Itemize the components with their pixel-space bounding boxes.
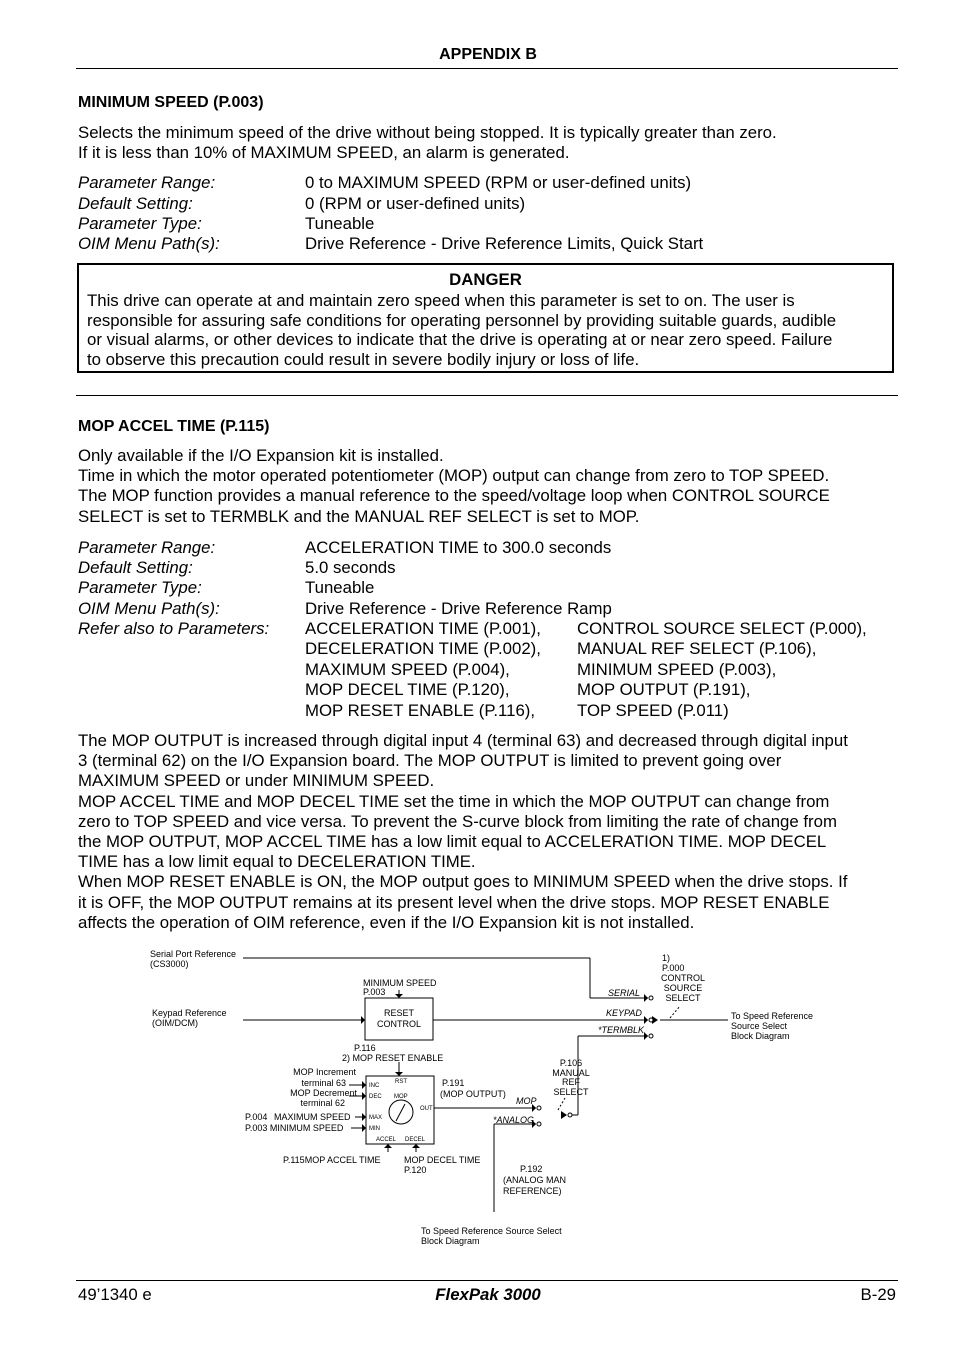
refer-item: MINIMUM SPEED (P.003),: [577, 660, 777, 679]
arrow-icon: [412, 1144, 420, 1148]
p192-label: P.192: [520, 1164, 543, 1174]
p116-label: P.116: [354, 1043, 376, 1053]
mop-dec-label: terminal 62: [300, 1098, 345, 1108]
footer-page-number: B-29: [860, 1285, 896, 1304]
to-speed-ref-bottom-label: To Speed Reference Source Select: [421, 1226, 562, 1236]
refer-item: MOP DECEL TIME (P.120),: [305, 680, 510, 699]
termblk-switch-label: *TERMBLK: [598, 1025, 645, 1035]
keypad-ref-label: (OIM/DCM): [152, 1018, 198, 1028]
param-label: Parameter Type:: [78, 214, 202, 233]
refer-item: ACCELERATION TIME (P.001),: [305, 619, 541, 638]
p000-label: CONTROL: [660, 973, 706, 983]
refer-item: CONTROL SOURCE SELECT (P.000),: [577, 619, 867, 638]
mop-inc-pin: INC: [369, 1083, 380, 1089]
section-title-minimum-speed: MINIMUM SPEED (P.003): [78, 94, 264, 111]
param-label: OIM Menu Path(s):: [78, 234, 220, 253]
p106-label: SELECT: [553, 1087, 589, 1097]
mop-max-pin: MAX: [369, 1115, 383, 1121]
p106-label: REF: [562, 1077, 580, 1087]
mop-accel-pin: ACCEL: [376, 1137, 397, 1143]
mop-dial-pointer: [396, 1104, 405, 1121]
footer-doc-number: 49’1340 e: [78, 1285, 152, 1304]
mop-dec-label: MOP Decrement: [290, 1088, 357, 1098]
param-value: Drive Reference - Drive Reference Ramp: [305, 599, 612, 618]
section-description: Only available if the I/O Expansion kit is installed. Time in which the motor operated potentiometer (MOP) output can change from zero to TOP SPEED. The MOP function provides a manual reference to the speed/voltage loop when CONTROL SOURCE SELECT is set to TERMBLK and the MANUAL REF SELECT is set to MOP.: [78, 446, 830, 526]
footer-product-name: FlexPak 3000: [435, 1285, 541, 1304]
p000-label: 1): [662, 953, 671, 963]
mop-decel-pin: DECEL: [405, 1137, 426, 1143]
serial-ref-label: Serial Port Reference: [150, 949, 237, 959]
switch-contact-icon: [537, 1122, 541, 1126]
page-header-title: APPENDIX B: [439, 46, 537, 63]
body-text: The MOP OUTPUT is increased through digital input 4 (terminal 63) and decreased through digital input 3 (terminal 62) on the I/O Expansion board. The MOP OUTPUT is limited to prevent going over MAXIMUM SPEED or under MINIMUM SPEED. MOP ACCEL TIME and MOP DECEL TIME set the time in which the MOP OUTPUT can change from zero to TOP SPEED and vice versa. To prevent the S-curve block from limiting the rate of change from the MOP OUTPUT, MOP ACCEL TIME has a low limit equal to ACCELERATION TIME. MOP DECEL TIME has a low limit equal to DECELERATION TIME. When MOP RESET ENABLE is ON, the MOP output goes to MINIMUM SPEED when the drive stops. If it is OFF, the MOP OUTPUT remains at its present level when the drive stops. MOP RESET ENABLE affects the operation of OIM reference, even if the I/O Expansion kit is not installed.: [78, 731, 848, 932]
refer-item: TOP SPEED (P.011): [577, 701, 729, 720]
arrow-icon: [644, 1032, 648, 1040]
p106-label: P.106: [559, 1058, 583, 1068]
serial-switch-label: SERIAL: [608, 988, 641, 998]
mop-dec-pin: DEC: [369, 1094, 382, 1100]
refer-item: DECELERATION TIME (P.002),: [305, 639, 541, 658]
p192-label: REFERENCE): [503, 1186, 562, 1196]
analog-switch-label: *ANALOG: [493, 1115, 535, 1125]
switch-contact-icon: [537, 1106, 541, 1110]
mop-inc-label: MOP Increment: [293, 1067, 356, 1077]
param-label: Parameter Range:: [78, 538, 216, 557]
min-speed-label: P.003: [363, 987, 386, 997]
switch-blade: [670, 1006, 680, 1018]
switch-contact-icon: [649, 1034, 653, 1038]
arrow-icon: [384, 1144, 392, 1148]
max-speed-label: MAXIMUM SPEED: [274, 1112, 351, 1122]
p120-label: P.120: [404, 1165, 427, 1175]
arrow-icon: [362, 1124, 366, 1132]
mop-switch-label: MOP: [516, 1096, 537, 1106]
reset-control-label: CONTROL: [376, 1019, 422, 1029]
refer-item: MAXIMUM SPEED (P.004),: [305, 660, 510, 679]
param-value: 5.0 seconds: [305, 558, 396, 577]
refer-label: Refer also to Parameters:: [78, 619, 270, 638]
mop-rst-pin: RST: [395, 1079, 407, 1085]
refer-item: MOP OUTPUT (P.191),: [577, 680, 751, 699]
p003-min-label: P.003 MINIMUM SPEED: [245, 1123, 344, 1133]
p191-label: (MOP OUTPUT): [440, 1089, 506, 1099]
manual-ref-switch-blade: [558, 1098, 565, 1110]
switch-contact-icon: [649, 996, 653, 1000]
param-value: Tuneable: [305, 214, 375, 233]
param-label: Default Setting:: [78, 558, 193, 577]
param-value: ACCELERATION TIME to 300.0 seconds: [305, 538, 612, 557]
switch-contact-icon: [649, 1018, 653, 1022]
reset-control-label: RESET: [383, 1008, 415, 1018]
p192-label: (ANALOG MAN: [503, 1175, 567, 1185]
arrow-icon: [395, 994, 403, 998]
arrow-icon: [644, 994, 648, 1002]
param-label: Default Setting:: [78, 194, 193, 213]
keypad-ref-label: Keypad Reference: [152, 1008, 227, 1018]
to-speed-ref-label: Source Select: [731, 1021, 788, 1031]
switch-contact-icon: [568, 1113, 572, 1117]
p000-label: SELECT: [665, 993, 701, 1003]
mop-inc-label: terminal 63: [301, 1078, 346, 1088]
p004-label: P.004: [245, 1112, 268, 1122]
arrow-icon: [362, 1113, 366, 1121]
arrow-icon: [362, 1081, 366, 1089]
arrow-icon: [395, 1072, 403, 1076]
param-label: Parameter Type:: [78, 578, 202, 597]
footer-rule: [76, 1280, 898, 1281]
p191-label: P.191: [442, 1078, 465, 1088]
mop-out-pin: OUT: [420, 1106, 433, 1112]
mop-label: MOP: [394, 1094, 408, 1100]
refer-item: MANUAL REF SELECT (P.106),: [577, 639, 817, 658]
to-speed-ref-label: Block Diagram: [731, 1031, 790, 1041]
serial-ref-label: (CS3000): [150, 959, 189, 969]
arrow-icon: [361, 1016, 365, 1024]
param-value: 0 to MAXIMUM SPEED (RPM or user-defined units): [305, 173, 692, 192]
arrow-icon: [644, 1016, 648, 1024]
danger-title: DANGER: [449, 270, 522, 289]
p116-label: 2) MOP RESET ENABLE: [342, 1053, 444, 1063]
p000-label: SOURCE: [663, 983, 703, 993]
min-speed-label: MINIMUM SPEED: [363, 978, 437, 988]
param-value: Tuneable: [305, 578, 375, 597]
param-label: Parameter Range:: [78, 173, 216, 192]
arrow-icon: [362, 1092, 366, 1100]
refer-item: MOP RESET ENABLE (P.116),: [305, 701, 536, 720]
to-speed-ref-label: To Speed Reference: [731, 1011, 814, 1021]
danger-text: This drive can operate at and maintain zero speed when this parameter is set to on. The user is responsible for assuring safe conditions for operating personnel by providing suitable guards, audible or visual alarms, or other devices to indicate that the drive is operating at or near zero speed. Failure to observe this precaution could result in severe bodily injury or loss of life.: [87, 291, 837, 369]
mop-min-pin: MIN: [369, 1126, 380, 1132]
section-title-mop-accel-time: MOP ACCEL TIME (P.115): [78, 418, 270, 435]
keypad-switch-label: KEYPAD: [606, 1008, 642, 1018]
p115-label: P.115MOP ACCEL TIME: [283, 1155, 381, 1165]
section-description: Selects the minimum speed of the drive without being stopped. It is typically greater than zero. If it is less than 10% of MAXIMUM SPEED, an alarm is generated.: [78, 123, 777, 163]
p106-label: MANUAL: [552, 1068, 590, 1078]
param-value: Drive Reference - Drive Reference Limits, Quick Start: [305, 234, 704, 253]
p000-label: P.000: [662, 963, 685, 973]
param-value: 0 (RPM or user-defined units): [305, 194, 526, 213]
p120-label: MOP DECEL TIME: [404, 1155, 481, 1165]
to-speed-ref-bottom-label: Block Diagram: [421, 1236, 480, 1246]
param-label: OIM Menu Path(s):: [78, 599, 220, 618]
switch-arrow-icon: [561, 1111, 567, 1119]
